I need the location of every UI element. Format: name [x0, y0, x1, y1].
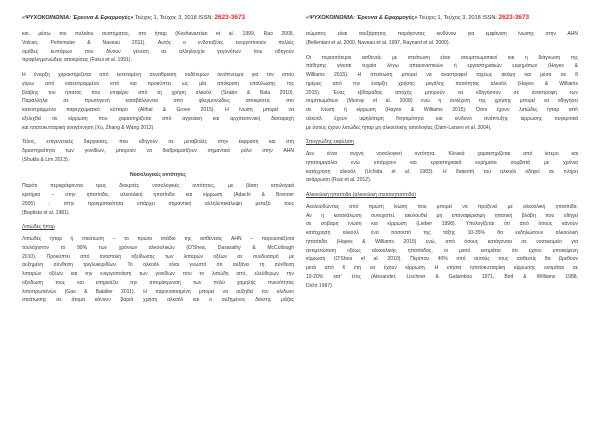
text-line: Ακολουθώντας από πρώτη ίνωση που μπορεί να προξενεί με αλκοολική ηπατίτιδα.	[306, 203, 578, 210]
text-line: 10-20% κατ' έτος (Alexander, Lischner & Galambos 1971, Bird & Williams 1988,	[306, 273, 578, 280]
text-line: με όσους έχουν λιπώδες ήπαρ μη αλκοολικής αιτιολογίας (Dam-Larsen et al. 2004).	[306, 124, 492, 131]
text-line: αντιμετώπιση οξέως αλκοολικής ηπατίτιδας, οι μισοί εκτιμάται ότι έχουν υποκείμενη	[306, 247, 578, 254]
text-line: ηπατομεγαλία ενώ υπάρχουν και εργαστηριακά ευρήματα συμβατά με χρόνια	[306, 159, 578, 166]
text-line: σώματος είναι ανεξάρτητος παράγοντας κινδύνου για εμφάνιση ίνωσης στην AHN	[306, 31, 578, 37]
text-line: 2005) - στην πραγματικότητα υπάρχει σημαντική αλληλεπικάλυψη μεταξύ τους	[22, 200, 294, 207]
text-line: γύρω από κατεστραμμένο ιστό και προκύπτει ως μία απόκριση επούλωσης της	[22, 80, 294, 87]
text-line: 2015). Ένας εβδομάδας αποχής μπορούν να οδηγήσουν σε αναστροφή των	[306, 89, 578, 96]
paragraph	[22, 235, 294, 305]
text-line: Τέλος, επιγενετικές διεργασίες, που οδηγούν σε μεταβολές στην έκφραση και στη	[22, 139, 294, 146]
text-line: Λιπώδες ήπαρ ή στεάτωση – το πρώτο στάδιο της ασθένειας AHN – παρουσιάζεται	[22, 236, 294, 242]
text-line: Αν η κατανάλωση συνεχιστεί, ακολουθεί μη επαναφέρισιμη ηπατική βλάβη που οδηγεί	[306, 212, 578, 219]
text-line: (Bellentani et al. 2000, Naveau et al. 1997, Raynard et al. 2000).	[306, 39, 450, 46]
text-line: Η έναρξη χαρακτηρίζεται από εκτεταμένη συναθροιση ουδέτερων οινόπνευμα για τον ιστού	[22, 72, 294, 78]
text-line: και, μέσω του πυλαίου συστήματος, στο ήπαρ (Keshavarzian et al. 1999, Rao 2009,	[22, 31, 294, 37]
text-line: Δεν είναι συχνή νοσολογική οντότητα. Κλινικά χαρακτηρίζεται από ίκτερο και	[306, 151, 578, 157]
text-line: πάθησης γίνεται τυχαία λόγω απεικονιστικών ή εργαστηριακών ευρημάτων (Hayes &	[306, 63, 578, 70]
text-line: Dicht 1997).	[306, 282, 334, 289]
text-line: συμπτωμάτων (Murray et al. 2008) ενώ η συνέχιση της χρήσης μπορεί να οδηγήσει	[306, 98, 578, 105]
text-line: τουλάχιστον το 90% των χρόνιων αλκοολικών (O'Shea, Dasarathy & McCullough	[22, 244, 294, 251]
left-page-header	[22, 0, 294, 30]
text-line: δραστηριότητα των γονιδίων, μπορούν να διαδραματίζουν σημαντικό ρόλο στην AHN	[22, 148, 294, 154]
text-line: 2010). Προκύπτει από αναστολή οξείδωσης των λιπαρών οξέων σε συνδυασμό με	[22, 253, 294, 260]
text-line: κατάχρηση αλκοόλ (Uchida et al. 1983). Η διακοπή του αλκοόλ οδηγεί σε πλήρη	[306, 168, 578, 175]
paragraph	[22, 138, 294, 164]
text-line: (Shukla & Lim 2013).	[22, 156, 70, 163]
text-line: λιπαρών οξέων και την ενεργοποίηση των γονιδίων που το λιπώδη ιστό, ελεύθερων την	[22, 271, 294, 277]
text-line: στεάτωσης σε άτομα κάνουν βαριά χρήση αλκοόλ και ο αυξημένος δείκτης μάζας	[22, 297, 294, 304]
paragraph	[22, 182, 294, 217]
text-line: εξελιχθεί σε κίρρωση που χαρακτηρίζεται από αγγειακή και αρχιτεκτονική διαταραχή	[22, 115, 294, 122]
right-page-header	[306, 0, 578, 30]
journal-title: «ΨΥΧΟΚΟΙΝΩΝΙΑ: Έρευνα & Εφαρμογές»	[306, 15, 418, 21]
text-line: ηπατίτιδα (Hayes & Williams 2015) ενώ, από όσους κατάγονται σε νοσοκομείο για	[306, 238, 578, 245]
text-line: κατάχρηση αλκοόλ ένα ποσοστό της τάξης 10-35% θα εκδηλώσουν αλκοολική	[306, 230, 578, 236]
text-line: προφλεγμονώδεις αποκρίσεις (Fukui et al. 1991).	[22, 57, 132, 64]
issn-number: 2623-3673	[214, 14, 246, 21]
text-line: ημέρες από την έναρξη χρήσης μεγάλης ποσότητας αλκοόλ (Hayes & Williams	[306, 80, 578, 87]
right-page-body	[306, 30, 578, 290]
paragraph	[306, 203, 578, 291]
issue-info: Τεύχος 1, Τεύχος 3, 2018 ISSN:	[417, 15, 499, 21]
journal-title: «ΨΥΧΟΚΟΙΝΩΝΙΑ: Έρευνα & Εφαρμογές»	[22, 15, 134, 21]
text-line: βλάβης του ήπατος που επιφέρει από τη χρήση αλκοόλ (Szabo & Bala 2010).	[22, 89, 294, 96]
text-line: κίρρωση (O'Shea et al. 2010). Περίπου 40% από αυτούς τους ασθενείς θα βρεθούν	[306, 256, 578, 263]
issn-number: 2623-3673	[498, 14, 530, 21]
left-page-body	[22, 30, 294, 305]
paragraph	[306, 150, 578, 185]
subsection-heading: Λιπώδες ήπαρ	[22, 224, 55, 231]
text-line: Οι περισσότεροι ασθενείς με στεάτωση είναι ασυμπτωματικοί και η διάγνωση της	[306, 54, 578, 61]
paragraph	[306, 30, 578, 48]
text-line: οξείδωση τους και επηρεάζει την απομάκρυνση των πολύ χαμηλής πυκνότητας	[22, 279, 294, 286]
subsection-heading: Σπογγώδης εκφύλιση	[306, 139, 354, 146]
right-page	[306, 0, 578, 424]
left-page	[22, 0, 294, 424]
text-line: σε ίνωση ή κίρρωση (Hayes & Williams 2015). Όσοι έχουν λιπώδες ήπαρ από	[306, 107, 578, 113]
section-heading: Νοσολογικές οντότητες	[129, 171, 187, 178]
paragraph	[22, 30, 294, 65]
paragraph	[22, 71, 294, 132]
text-line: κατεστραμμένο παρεγχυματικό κύτταρο (Althal & Grove 2015). Η ίνωση μπορεί να	[22, 107, 294, 113]
paragraph	[306, 54, 578, 133]
text-line: λιποπρωτεϊνών (Gao & Bataller 2011). Η παρουσιασμένη μπορεί να αυξηθεί τον κίνδυνο	[22, 288, 294, 295]
text-line: Williams 2015). Η στεάτωση μπορεί να αναστραφεί ταχέως ακόμη και μέσα σε 8	[306, 72, 578, 78]
text-line: ομάδες κυττάρων που δίνουν γένεση σε αλληλουχία γεγονότων που οδηγούν	[22, 48, 294, 55]
text-line: Παρότι περιγράφονται τρεις διακριτές νοσολογικές οντότητες, με βάση ιστολογικά	[22, 183, 294, 190]
text-line: Παράλληλα σε πρωτογενή καταβάλλονται από φλεγμονώδεις αποκρίσεις στο	[22, 98, 294, 105]
text-line: κριτήρια – στην ηπατίτιδα, αλκοολική ηπατίτιδα και κίρρωση (Adachi & Brenner	[22, 192, 294, 198]
text-line: αλκοόλ έχουν υψηλότερη θνησιμότητα και κίνδυνο ανάπτυξης κίρρωσης συγκριτικά	[306, 115, 578, 122]
text-line: μετά από 6 έτη να έχουν κίρρωση. Η ετήσια ηπατοκυτταρίκη κίρρωσης εκτιμάται σε	[306, 265, 578, 271]
text-line: (Baptista et al. 1981).	[22, 209, 70, 216]
subsection-heading: Αλκοολική ηπατίτιδα (αλκοολική στεατοηπατίτιδα)	[306, 192, 416, 198]
text-line: και ηπατοκυτταρική αναγέννηση (Xu, Zhang & Wang 2012).	[22, 124, 155, 131]
text-line: Volcan, Perlemuter & Naveau 2011). Αυτός ο ενδοτοξίνες ενεργοποιούν πολλές	[22, 39, 294, 46]
text-line: αυξημένη σύνθεση τριγλυκεριδίων. Το αλκοόλ είναι γνωστό ότι αυξάνει τη σύνθεση	[22, 262, 294, 269]
issue-info: Τεύχος 1, Τεύχος 3, 2018 ISSN:	[133, 15, 215, 21]
text-line: σε σοβαρή ίνωση και κίρρωση (Lieber 1998). Υπολογίζεται ότι από όσους κάνουν	[306, 221, 578, 228]
text-line: ανάρρωση (Ruiz et al. 2012).	[306, 177, 372, 184]
